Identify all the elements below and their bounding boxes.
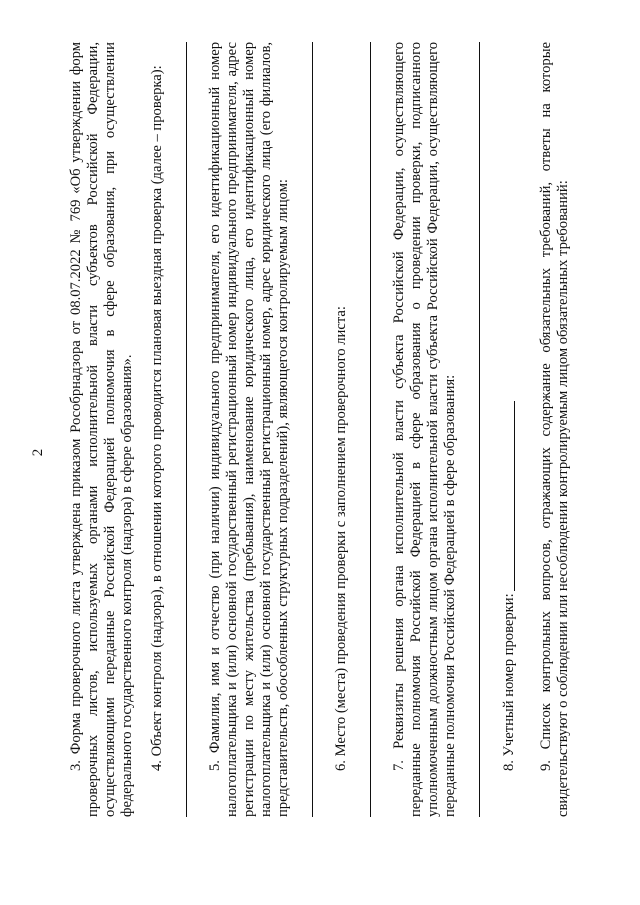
item-6-blank-line: [352, 42, 371, 817]
item-4-text: 4. Объект контроля (надзора), в отношении которого проводится плановая выездная проверка (далее – проверка):: [149, 65, 165, 771]
item-8-blank-line: [500, 401, 515, 591]
item-7-text: 7. Реквизиты решения органа исполнительной власти субъекта Российской Федерации, осуществляющего переданные полномочия Российской Федерацией в сфере образования о проведении проверки, подписанного уполномоченным должностным лицом органа исполнительной власти субъекта Российской Федерации, осуществляющего переданные полномочия Российской Федерацией в сфере образования:: [391, 42, 458, 817]
item-9-text: 9. Список контрольных вопросов, отражающих содержание обязательных требований, ответы на которые свидетельствуют о соблюдении или несоблюдении контролируемым лицом обязательных требований:: [538, 42, 571, 817]
item-5-text: 5. Фамилия, имя и отчество (при наличии) индивидуального предпринимателя, его идентификационный номер налогоплательщика и (или) основной государственный регистрационный номер индивидуального предпринимателя, адрес регистрации по месту жительства (пребывания), наименование юридического лица, его идентификационный номер налогоплательщика и (или) основной государственный регистрационный номер, адрес юридического лица (его филиалов, представительств, обособленных структурных подразделений), являющегося контролируемым лицом:: [207, 42, 291, 817]
item-3-text: 3. Форма проверочного листа утверждена приказом Рособрнадзора от 08.07.2022 № 769 «Об утверждении форм проверочных листов, используемых органами исполнительной власти субъектов Российской Федерации, осуществляющими переданные Российской Федерацией полномочия в сфере образования, при осуществлении федерального государственного контроля (надзора) в сфере образования».: [68, 42, 135, 817]
item-6-text: 6. Место (места) проведения проверки с заполнением проверочного листа:: [333, 306, 349, 771]
page-number: 2: [30, 448, 46, 457]
item-7-blank-line: [461, 42, 480, 817]
item-5-blank-line: [294, 42, 313, 817]
item-8-text: 8. Учетный номер проверки:: [501, 593, 517, 771]
item-4-blank-line: [168, 42, 187, 817]
document-body: [68, 42, 572, 817]
item-8-line: [500, 42, 518, 817]
